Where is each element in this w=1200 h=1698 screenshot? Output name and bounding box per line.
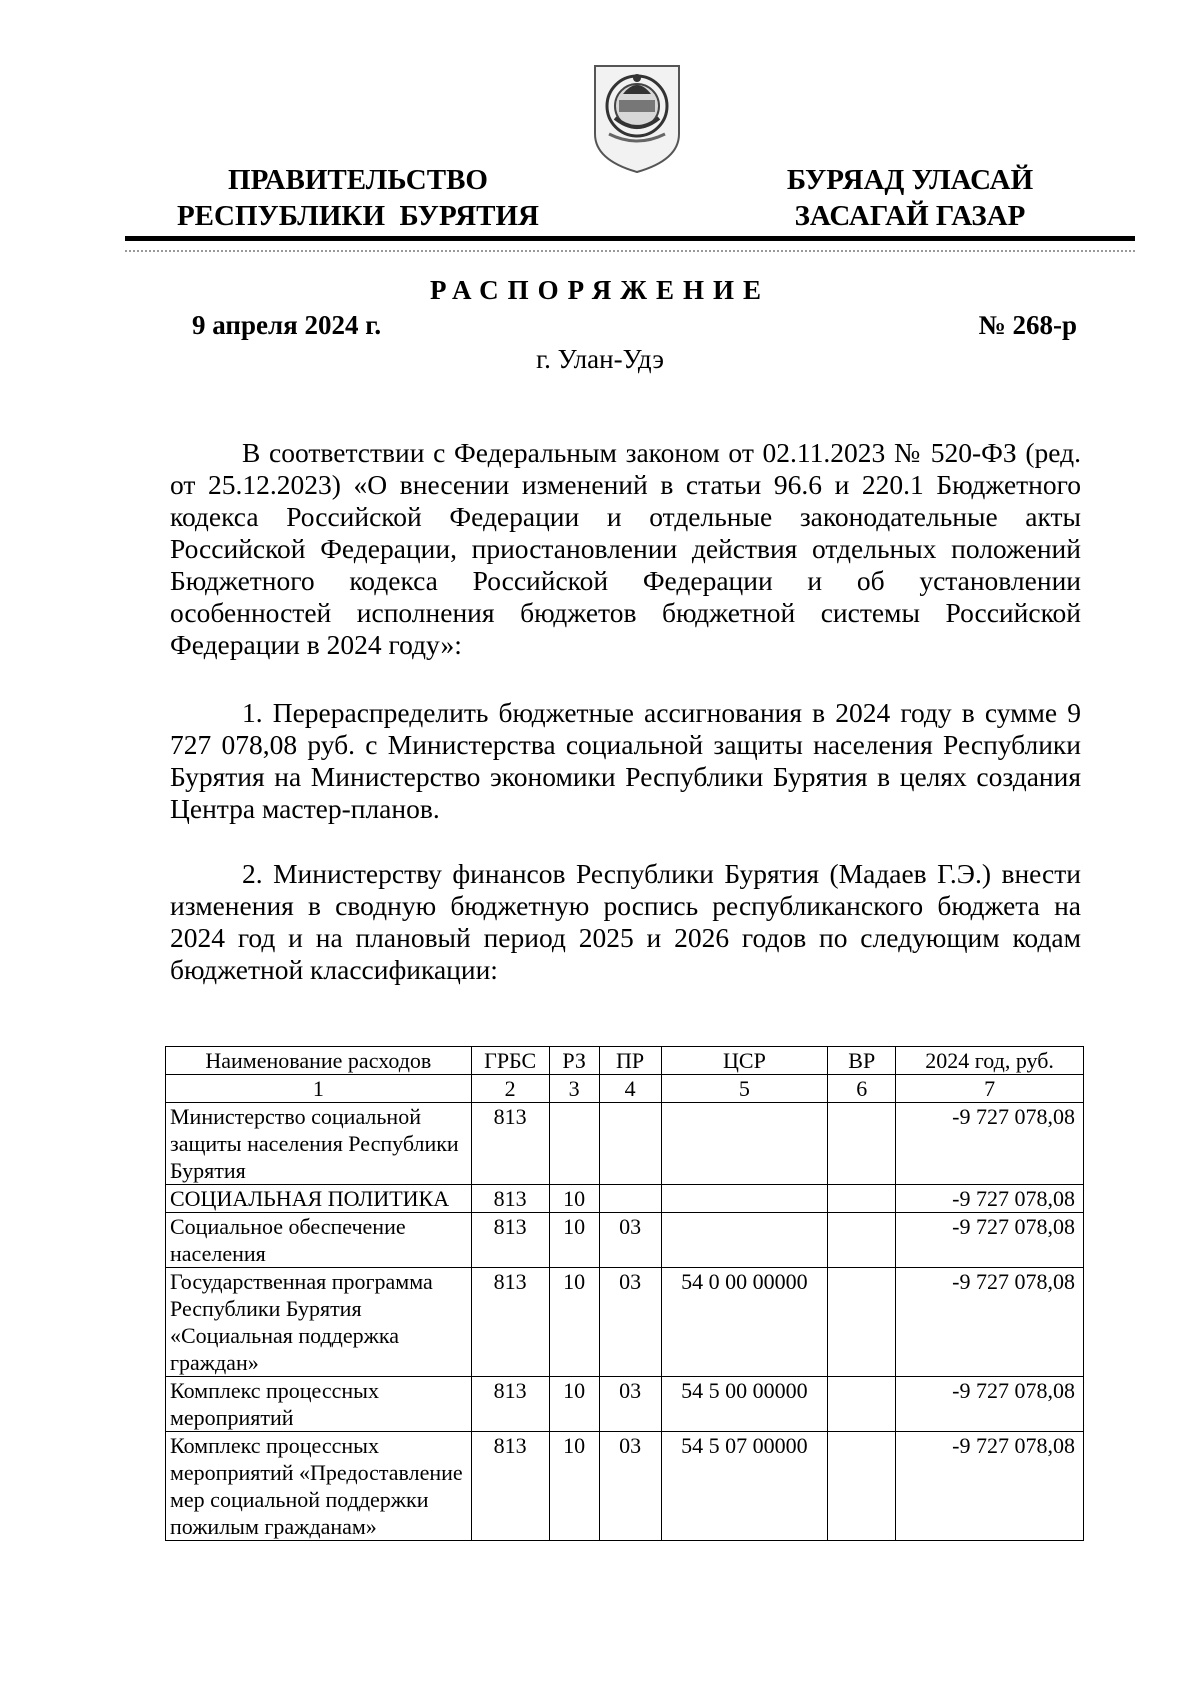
table-cell-pr	[599, 1185, 661, 1213]
coat-of-arms-icon	[589, 56, 685, 176]
table-cell-name: Комплекс процессных мероприятий «Предоставление мер социальной поддержки пожилым гражданам»	[166, 1432, 472, 1541]
table-column-number: 7	[896, 1075, 1084, 1103]
table-row	[166, 1432, 1084, 1541]
table-cell-pr: 03	[599, 1432, 661, 1541]
table-header-cell: ЦСР	[661, 1047, 828, 1075]
government-name-buryat-line1: БУРЯАД УЛАСАЙ	[786, 164, 1034, 196]
table-cell-name: Государственная программа Республики Бурятия «Социальная поддержка граждан»	[166, 1268, 472, 1377]
government-name-line1: ПРАВИТЕЛЬСТВО	[228, 164, 488, 196]
table-header-cell: ПР	[599, 1047, 661, 1075]
table-cell-vr	[828, 1103, 896, 1185]
table-cell-rz: 10	[549, 1432, 599, 1541]
government-name-russian	[168, 162, 548, 234]
clause-2-paragraph: 2. Министерству финансов Республики Бурятия (Мадаев Г.Э.) внести изменения в сводную бюджетную роспись республиканского бюджета на 2024 год и на плановый период 2025 и 2026 годов по следующим кодам бюджетной классификации:	[170, 858, 1081, 985]
table-row	[166, 1213, 1084, 1268]
table-cell-csr	[661, 1103, 828, 1185]
table-cell-amount: -9 727 078,08	[896, 1185, 1084, 1213]
table-cell-pr: 03	[599, 1268, 661, 1377]
table-row	[166, 1268, 1084, 1377]
table-column-number-row	[166, 1075, 1084, 1103]
government-name-buryat	[760, 162, 1060, 234]
table-cell-grbs: 813	[471, 1213, 549, 1268]
table-row	[166, 1185, 1084, 1213]
table-cell-csr: 54 0 00 00000	[661, 1268, 828, 1377]
table-header-cell: ВР	[828, 1047, 896, 1075]
table-cell-name: Социальное обеспечение населения	[166, 1213, 472, 1268]
table-cell-amount: -9 727 078,08	[896, 1432, 1084, 1541]
header-rule	[125, 236, 1135, 241]
table-header-cell: РЗ	[549, 1047, 599, 1075]
header-rule-dotted	[125, 250, 1135, 252]
government-name-buryat-line2: ЗАСАГАЙ ГАЗАР	[794, 200, 1026, 232]
table-cell-grbs: 813	[471, 1103, 549, 1185]
document-city: г. Улан-Удэ	[536, 344, 664, 374]
table-header-cell: ГРБС	[471, 1047, 549, 1075]
table-column-number: 1	[166, 1075, 472, 1103]
clause-1-paragraph: 1. Перераспределить бюджетные ассигнования в 2024 году в сумме 9 727 078,08 руб. с Министерства социальной защиты населения Республики Бурятия на Министерство экономики Республики Бурятия в целях создания Центра мастер-планов.	[170, 697, 1081, 824]
table-cell-grbs: 813	[471, 1268, 549, 1377]
table-cell-grbs: 813	[471, 1432, 549, 1541]
table-cell-amount: -9 727 078,08	[896, 1213, 1084, 1268]
table-cell-name: Министерство социальной защиты населения Республики Бурятия	[166, 1103, 472, 1185]
table-cell-vr	[828, 1432, 896, 1541]
table-cell-rz	[549, 1103, 599, 1185]
table-cell-csr: 54 5 00 00000	[661, 1377, 828, 1432]
table-cell-amount: -9 727 078,08	[896, 1268, 1084, 1377]
table-cell-name: Комплекс процессных мероприятий	[166, 1377, 472, 1432]
document-title: РАСПОРЯЖЕНИЕ	[429, 275, 771, 305]
table-cell-pr	[599, 1103, 661, 1185]
table-header-cell: 2024 год, руб.	[896, 1047, 1084, 1075]
table-column-number: 6	[828, 1075, 896, 1103]
table-header-cell: Наименование расходов	[166, 1047, 472, 1075]
document-number: № 268-р	[978, 310, 1077, 340]
table-cell-csr	[661, 1185, 828, 1213]
document-date: 9 апреля 2024 г.	[192, 310, 382, 340]
table-cell-vr	[828, 1377, 896, 1432]
table-cell-vr	[828, 1268, 896, 1377]
table-column-number: 2	[471, 1075, 549, 1103]
table-cell-rz: 10	[549, 1213, 599, 1268]
table-cell-vr	[828, 1185, 896, 1213]
table-cell-pr: 03	[599, 1213, 661, 1268]
table-row	[166, 1103, 1084, 1185]
table-cell-rz: 10	[549, 1185, 599, 1213]
table-cell-rz: 10	[549, 1377, 599, 1432]
table-cell-grbs: 813	[471, 1185, 549, 1213]
table-column-number: 4	[599, 1075, 661, 1103]
preamble-paragraph: В соответствии с Федеральным законом от 02.11.2023 № 520-ФЗ (ред. от 25.12.2023) «О внесении изменений в статьи 96.6 и 220.1 Бюджетного кодекса Российской Федерации и отдельные законодательные акты Российской Федерации, приостановлении действия отдельных положений Бюджетного кодекса Российской Федерации и об установлении особенностей исполнения бюджетов бюджетной системы Российской Федерации в 2024 году»:	[170, 437, 1081, 660]
budget-table	[165, 1046, 1084, 1541]
government-name-line2: РЕСПУБЛИКИ БУРЯТИЯ	[176, 200, 540, 232]
table-cell-pr: 03	[599, 1377, 661, 1432]
table-cell-grbs: 813	[471, 1377, 549, 1432]
table-cell-rz: 10	[549, 1268, 599, 1377]
table-column-number: 3	[549, 1075, 599, 1103]
table-cell-amount: -9 727 078,08	[896, 1103, 1084, 1185]
table-cell-vr	[828, 1213, 896, 1268]
table-cell-csr: 54 5 07 00000	[661, 1432, 828, 1541]
table-header-row	[166, 1047, 1084, 1075]
table-column-number: 5	[661, 1075, 828, 1103]
table-cell-csr	[661, 1213, 828, 1268]
table-cell-name: СОЦИАЛЬНАЯ ПОЛИТИКА	[166, 1185, 472, 1213]
table-row	[166, 1377, 1084, 1432]
table-cell-amount: -9 727 078,08	[896, 1377, 1084, 1432]
